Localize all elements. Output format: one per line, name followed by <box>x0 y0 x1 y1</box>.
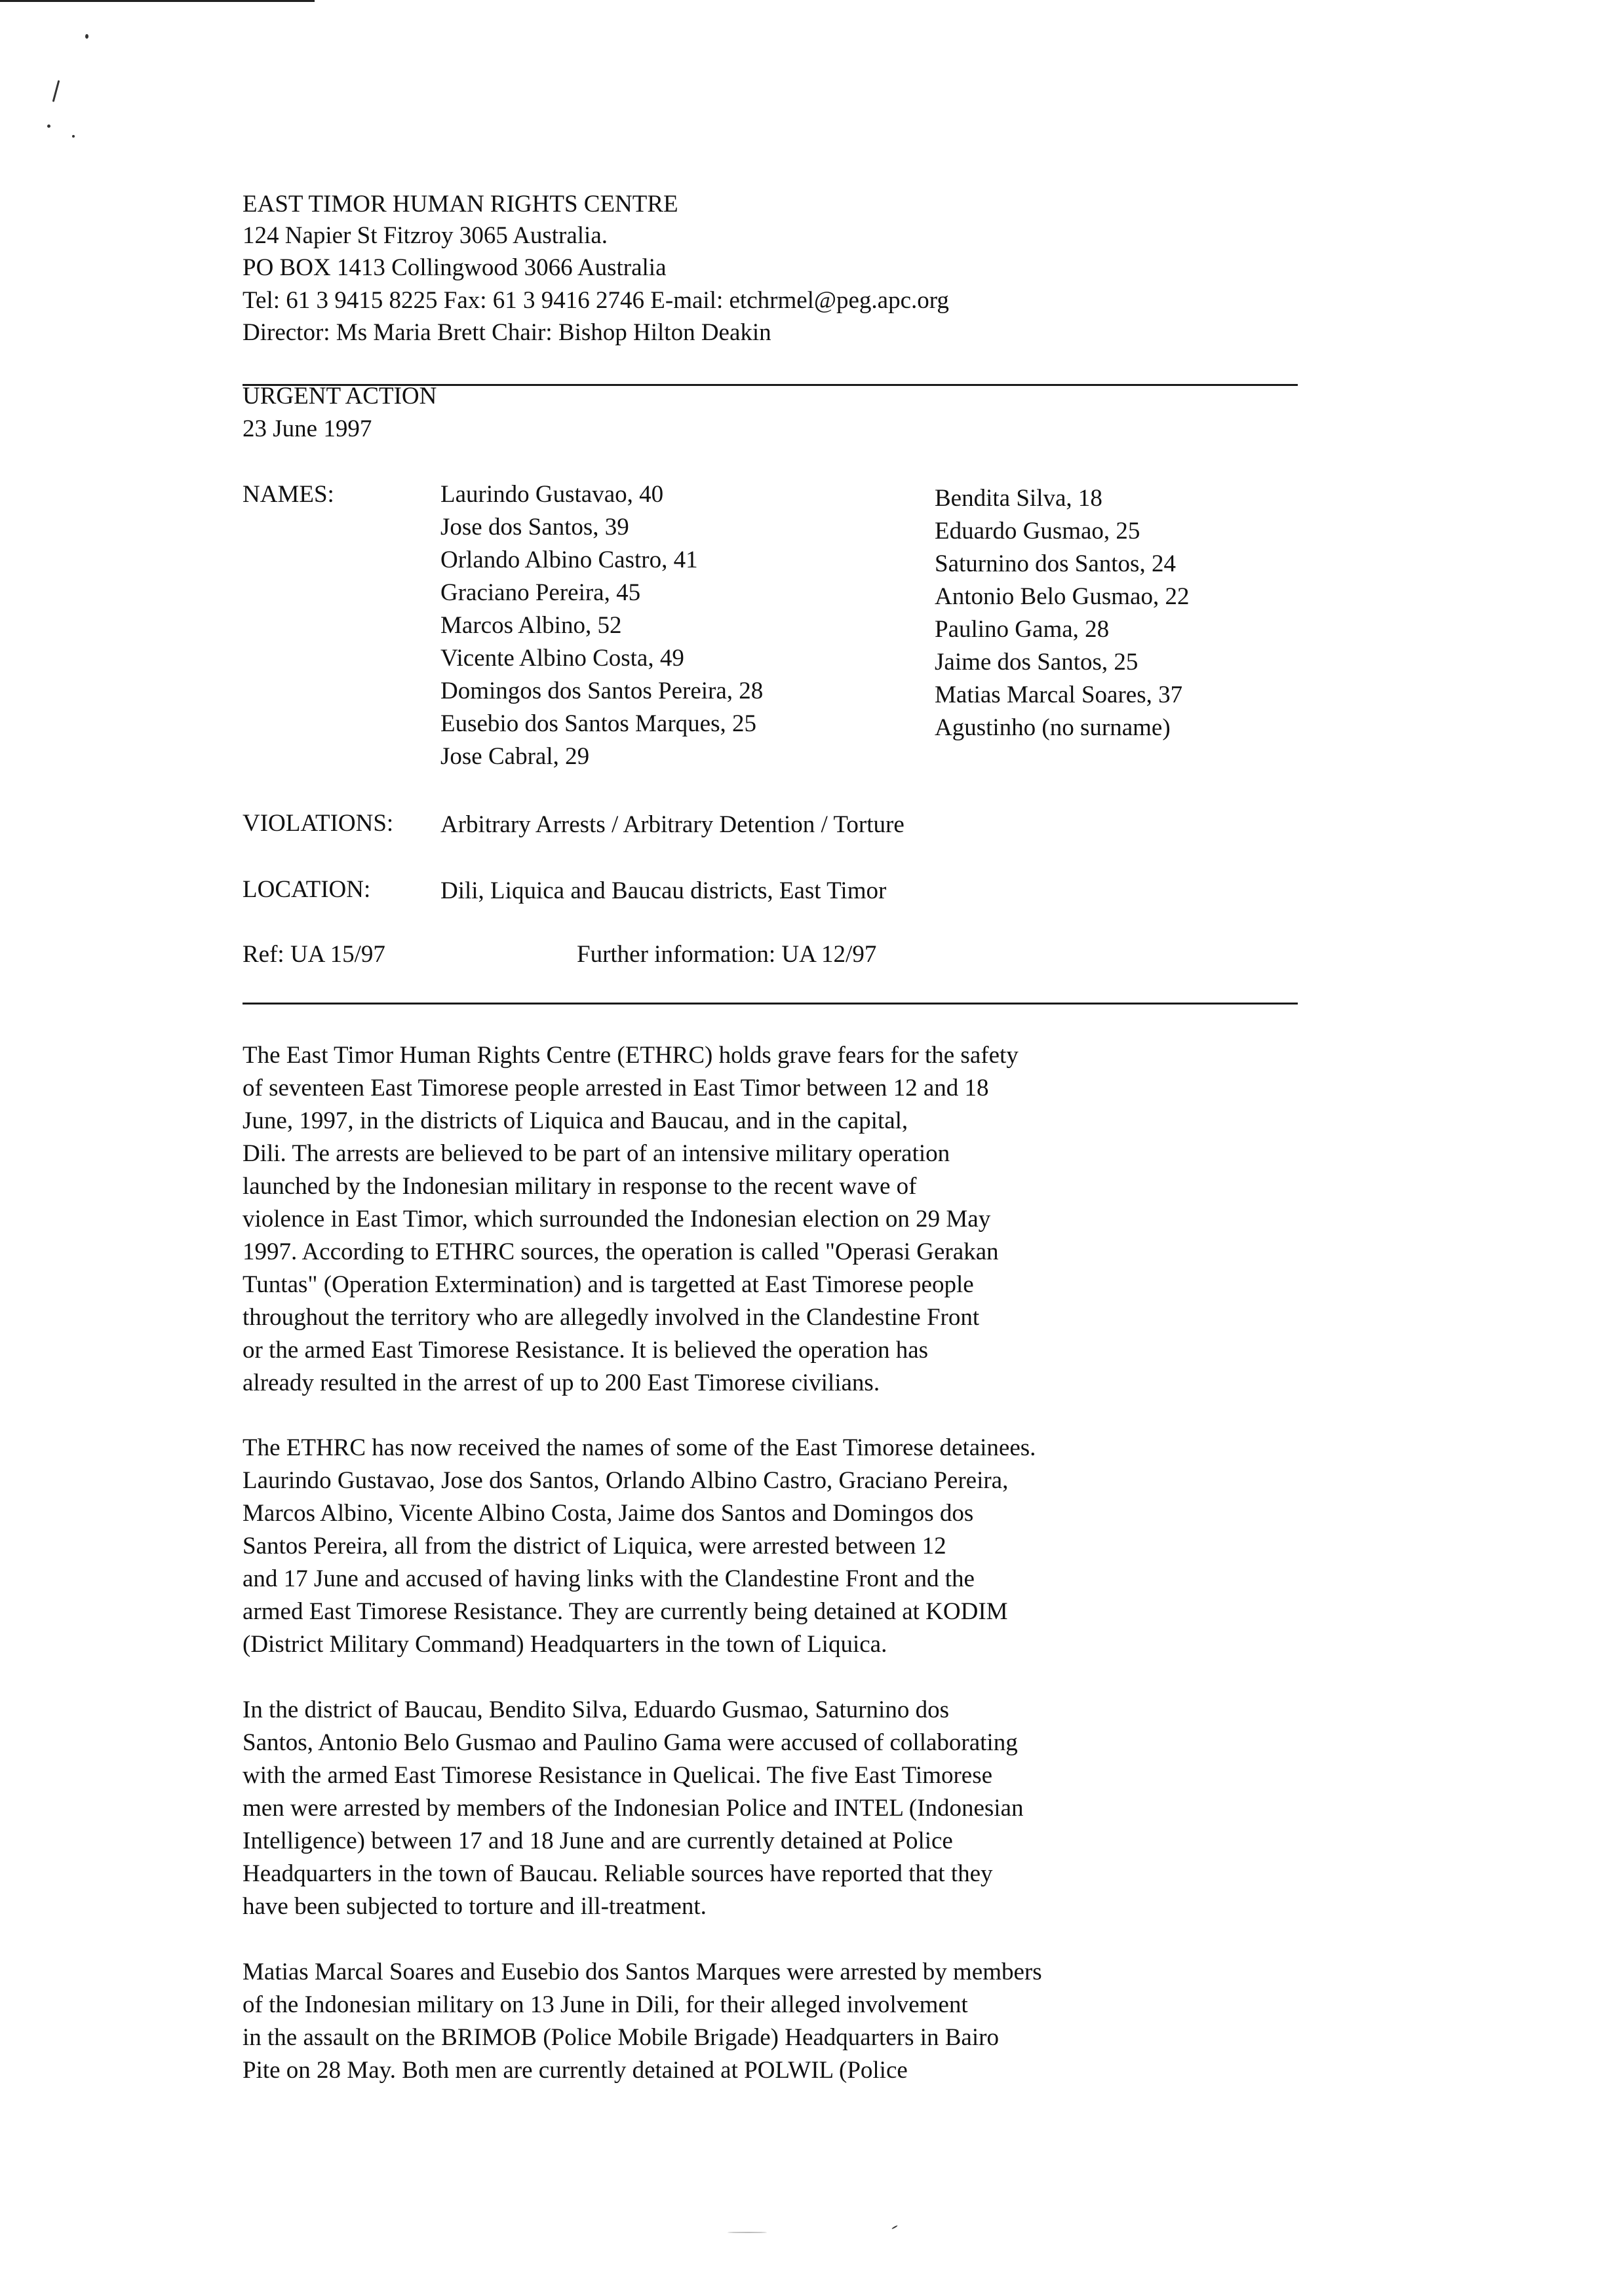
location-label: LOCATION: <box>243 876 371 903</box>
detainee-name: Jose dos Santos, 39 <box>440 514 629 541</box>
paragraph-line: Headquarters in the town of Baucau. Reliable sources have reported that they <box>243 1860 993 1887</box>
paragraph-2 <box>243 1432 1173 1661</box>
scan-speck <box>47 124 50 128</box>
paragraph-4 <box>243 1956 1173 2087</box>
paragraph-line: In the district of Baucau, Bendito Silva, Eduardo Gusmao, Saturnino dos <box>243 1696 949 1723</box>
scan-speck <box>728 2232 767 2233</box>
paragraph-line: Intelligence) between 17 and 18 June and are currently detained at Police <box>243 1827 953 1854</box>
violations-value: Arbitrary Arrests / Arbitrary Detention / Torture <box>440 811 905 838</box>
scan-speck <box>52 80 60 102</box>
detainee-name: Eduardo Gusmao, 25 <box>935 518 1140 545</box>
urgent-action-title: URGENT ACTION <box>243 383 437 410</box>
paragraph-line: in the assault on the BRIMOB (Police Mobile Brigade) Headquarters in Bairo <box>243 2024 999 2051</box>
paragraph-line: throughout the territory who are allegedly involved in the Clandestine Front <box>243 1304 980 1331</box>
scan-edge-mark <box>0 0 315 2</box>
detainee-name: Paulino Gama, 28 <box>935 616 1110 643</box>
detainee-name: Antonio Belo Gusmao, 22 <box>935 583 1190 610</box>
ref-label: Ref: UA 15/97 <box>243 941 385 968</box>
paragraph-line: have been subjected to torture and ill-treatment. <box>243 1893 707 1920</box>
paragraph-line: The East Timor Human Rights Centre (ETHRC) holds grave fears for the safety <box>243 1042 1019 1069</box>
detainee-name: Agustinho (no surname) <box>935 714 1171 741</box>
paragraph-line: (District Military Command) Headquarters in the town of Liquica. <box>243 1631 887 1658</box>
location-value: Dili, Liquica and Baucau districts, East Timor <box>440 877 887 904</box>
detainee-name: Matias Marcal Soares, 37 <box>935 681 1183 708</box>
detainee-name: Marcos Albino, 52 <box>440 612 622 639</box>
divider-bottom <box>243 1003 1298 1004</box>
detainee-name: Jaime dos Santos, 25 <box>935 649 1138 676</box>
paragraph-line: launched by the Indonesian military in response to the recent wave of <box>243 1173 917 1200</box>
detainee-name: Eusebio dos Santos Marques, 25 <box>440 710 756 737</box>
paragraph-line: Pite on 28 May. Both men are currently detained at POLWIL (Police <box>243 2057 908 2084</box>
paragraph-3 <box>243 1694 1173 1923</box>
paragraph-line: of the Indonesian military on 13 June in Dili, for their alleged involvement <box>243 1991 968 2018</box>
further-info: Further information: UA 12/97 <box>577 941 877 968</box>
violations-label: VIOLATIONS: <box>243 810 394 837</box>
paragraph-line: Laurindo Gustavao, Jose dos Santos, Orlando Albino Castro, Graciano Pereira, <box>243 1467 1009 1494</box>
paragraph-line: and 17 June and accused of having links with the Clandestine Front and the <box>243 1565 975 1592</box>
names-column-1 <box>440 478 763 773</box>
scan-speck <box>72 135 75 138</box>
names-label: NAMES: <box>243 481 334 508</box>
paragraph-line: violence in East Timor, which surrounded the Indonesian election on 29 May <box>243 1206 991 1233</box>
paragraph-line: The ETHRC has now received the names of some of the East Timorese detainees. <box>243 1434 1036 1461</box>
paragraph-line: June, 1997, in the districts of Liquica and Baucau, and in the capital, <box>243 1107 908 1134</box>
paragraph-line: of seventeen East Timorese people arrested in East Timor between 12 and 18 <box>243 1075 989 1101</box>
names-column-2 <box>935 482 1189 744</box>
org-address-pobox: PO BOX 1413 Collingwood 3066 Australia <box>243 254 667 281</box>
paragraph-line: 1997. According to ETHRC sources, the operation is called "Operasi Gerakan <box>243 1238 999 1265</box>
paragraph-line: with the armed East Timorese Resistance in Quelicai. The five East Timorese <box>243 1762 993 1789</box>
paragraph-line: Santos, Antonio Belo Gusmao and Paulino Gama were accused of collaborating <box>243 1729 1018 1756</box>
paragraph-line: Marcos Albino, Vicente Albino Costa, Jaime dos Santos and Domingos dos <box>243 1500 974 1527</box>
paragraph-1 <box>243 1039 1173 1400</box>
detainee-name: Laurindo Gustavao, 40 <box>440 481 664 508</box>
urgent-action-date: 23 June 1997 <box>243 415 372 442</box>
detainee-name: Saturnino dos Santos, 24 <box>935 550 1176 577</box>
paragraph-line: or the armed East Timorese Resistance. It is believed the operation has <box>243 1337 929 1364</box>
scan-speck <box>85 34 88 39</box>
detainee-name: Domingos dos Santos Pereira, 28 <box>440 678 764 704</box>
paragraph-line: Santos Pereira, all from the district of Liquica, were arrested between 12 <box>243 1533 946 1559</box>
org-contact: Tel: 61 3 9415 8225 Fax: 61 3 9416 2746 E-mail: etchrmel@peg.apc.org <box>243 287 949 314</box>
detainee-name: Jose Cabral, 29 <box>440 743 590 770</box>
paragraph-line: armed East Timorese Resistance. They are currently being detained at KODIM <box>243 1598 1008 1625</box>
detainee-name: Bendita Silva, 18 <box>935 485 1102 512</box>
paragraph-line: Tuntas" (Operation Extermination) and is targetted at East Timorese people <box>243 1271 974 1298</box>
paragraph-line: Matias Marcal Soares and Eusebio dos Santos Marques were arrested by members <box>243 1959 1042 1985</box>
paragraph-line: already resulted in the arrest of up to 200 East Timorese civilians. <box>243 1369 880 1396</box>
detainee-name: Vicente Albino Costa, 49 <box>440 645 684 672</box>
detainee-name: Graciano Pereira, 45 <box>440 579 641 606</box>
detainee-name: Orlando Albino Castro, 41 <box>440 546 698 573</box>
paragraph-line: Dili. The arrests are believed to be part of an intensive military operation <box>243 1140 950 1167</box>
org-people: Director: Ms Maria Brett Chair: Bishop Hilton Deakin <box>243 319 771 346</box>
scan-speck <box>891 2225 898 2230</box>
org-name: EAST TIMOR HUMAN RIGHTS CENTRE <box>243 191 678 218</box>
org-address-street: 124 Napier St Fitzroy 3065 Australia. <box>243 222 608 249</box>
paragraph-line: men were arrested by members of the Indonesian Police and INTEL (Indonesian <box>243 1795 1024 1822</box>
